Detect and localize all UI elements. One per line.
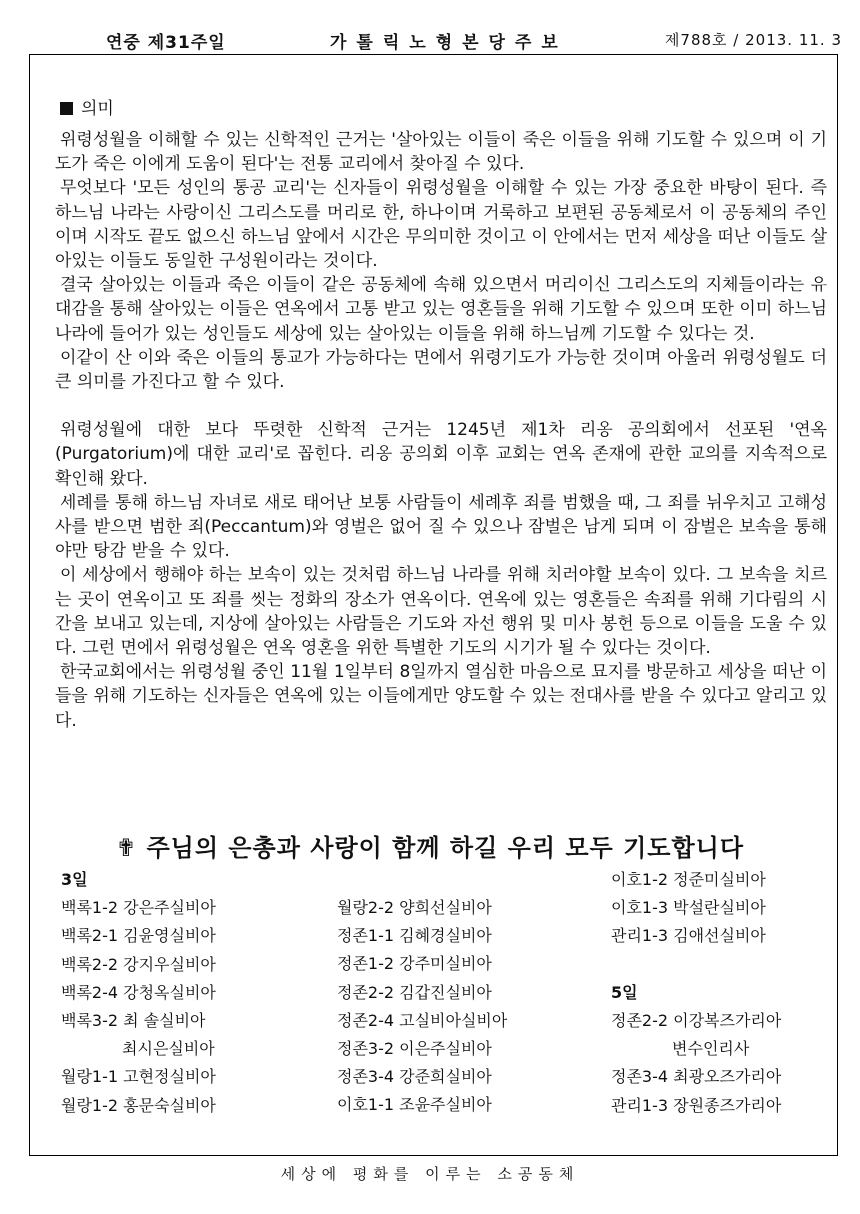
column-spacer [611,951,781,979]
bulletin-footer-motto: 세상에 평화를 이루는 소공동체 [280,1165,580,1183]
name-list [61,894,216,1120]
paragraph: 위령성월을 이해할 수 있는 신학적인 근거는 '살아있는 이들이 죽은 이들을 위해 기도할 수 있으며 이 기도가 죽은 이에게 도움이 된다'는 전통 교리에서 찾아질 수 있다. [55,130,827,175]
paragraph: 결국 살아있는 이들과 죽은 이들이 같은 공동체에 속해 있으면서 머리이신 그리스도의 지체들이라는 유대감을 통해 살아있는 이들은 연옥에서 고통 받고 있는 영혼들을 위해 기도할 수 있으며 또한 이미 하느님 나라에 들어가 있는 성인들도 세상에 있는 살아있는 이들을 위해 하느님께 기도할 수 있다는 것. [55,275,827,344]
name-entry: 이호1-1 조윤주실비아 [337,1095,492,1115]
name-entry: 월랑1-1 고현정실비아 [61,1067,216,1087]
name-entry: 백록2-4 강청옥실비아 [61,982,216,1002]
name-list [611,1007,781,1120]
name-entry: 백록1-2 강은주실비아 [61,898,216,918]
name-entry: 정존3-2 이은주실비아 [337,1039,492,1059]
day-label: 5일 [611,982,638,1002]
square-bullet-icon [60,102,73,115]
schedule-column-1 [61,866,216,1120]
schedule-column-2 [337,894,507,1120]
name-entry: 월랑2-2 양희선실비아 [337,898,492,917]
paragraph: 무엇보다 '모든 성인의 통공 교리'는 신자들이 위령성월을 이해할 수 있는 가장 중요한 바탕이 된다. 즉 하느님 나라는 사랑이신 그리스도를 머리로 한, 하나이며 거룩하고 보편된 공동체로서 이 공동체의 주인이며 시작도 끝도 없으신 하느님 앞에서 시간은 무의미한 것이고 이 안에서는 먼저 세상을 떠난 이들도 살아있는 이들도 동일한 구성원이라는 것이다. [55,178,827,272]
name-list [611,866,781,951]
paragraph: 위령성월에 대한 보다 뚜렷한 신학적 근거는 1245년 제1차 리옹 공의회에서 선포된 '연옥(Purgatorium)에 대한 교리'로 꼽힌다. 리옹 공의회 이후 교회는 연옥 존재에 관한 교의를 지속적으로 확인해 왔다. [55,420,827,489]
name-entry: 최시은실비아 [61,1039,215,1059]
article-body [55,128,827,733]
paragraph: 한국교회에서는 위령성월 중인 11월 1일부터 8일까지 열심한 마음으로 묘지를 방문하고 세상을 떠난 이들을 위해 기도하는 신자들은 연옥에 있는 이들에게만 양도할 수 있는 전대사를 받을 수 있다고 알리고 있다. [55,662,827,731]
schedule-column-3 [611,866,781,1120]
name-entry: 정존2-2 이강복즈가리아 [611,1011,782,1030]
name-entry: 백록2-1 김윤영실비아 [61,926,216,946]
paragraph: 이 세상에서 행해야 하는 보속이 있는 것처럼 하느님 나라를 위해 치러야할 보속이 있다. 그 보속을 치르는 곳이 연옥이고 또 죄를 씻는 정화의 장소가 연옥이다. 연옥에 있는 영혼들은 속죄를 위해 기다림의 시간을 보내고 있는데, 지상에 살아있는 사람들은 기도와 자선 행위 및 미사 봉헌 등으로 이들을 도울 수 있다. 그런 면에서 위령성월은 연옥 영혼을 위한 특별한 기도의 시기가 될 수 있다는 것이다. [55,565,827,659]
name-entry: 정존3-4 최광오즈가리아 [611,1067,782,1087]
name-entry: 정존2-2 김갑진실비아 [337,982,492,1002]
name-entry: 정존1-1 김혜경실비아 [337,926,492,946]
name-entry: 백록2-2 강지우실비아 [61,954,216,974]
name-entry: 정존3-4 강준희실비아 [337,1067,492,1087]
bulletin-header [0,28,860,54]
paragraph: 이같이 산 이와 죽은 이들의 통교가 가능하다는 면에서 위령기도가 가능한 것이며 아울러 위령성월도 더 큰 의미를 가진다고 할 수 있다. [55,347,827,393]
name-entry: 이호1-3 박설란실비아 [611,898,766,918]
name-entry: 정존2-4 고실비아실비아 [337,1010,508,1030]
liturgical-week: 연중 제31주일 [106,33,226,53]
section-heading-text: 의미 [81,99,114,119]
section-heading [60,94,114,119]
name-entry: 백록3-2 최 솔실비아 [61,1011,206,1031]
bulletin-title: 가톨릭노형본당주보 [330,33,568,53]
name-list [337,894,507,1120]
name-entry: 변수인리사 [611,1039,750,1059]
name-entry: 정존1-2 강주미실비아 [337,954,492,974]
name-entry: 이호1-2 정준미실비아 [611,870,766,889]
name-entry: 관리1-3 김애선실비아 [611,926,766,946]
day-label: 3일 [61,870,88,889]
issue-number-date: 제788호 / 2013. 11. 3 [664,31,842,49]
name-entry: 월랑1-2 홍문숙실비아 [61,1095,216,1115]
prayer-heading: ✟ 주님의 은총과 사랑이 함께 하길 우리 모두 기도합니다 [116,834,744,862]
paragraph: 세례를 통해 하느님 자녀로 새로 태어난 보통 사람들이 세례후 죄를 범했을 때, 그 죄를 뉘우치고 고해성사를 받으면 범한 죄(Peccantum)와 영벌은 없어 질 수 있으나 잠벌은 남게 되며 이 잠벌은 보속을 통해야만 탕감 받을 수 있다. [55,492,827,562]
name-entry: 관리1-3 장원종즈가리아 [611,1095,782,1115]
